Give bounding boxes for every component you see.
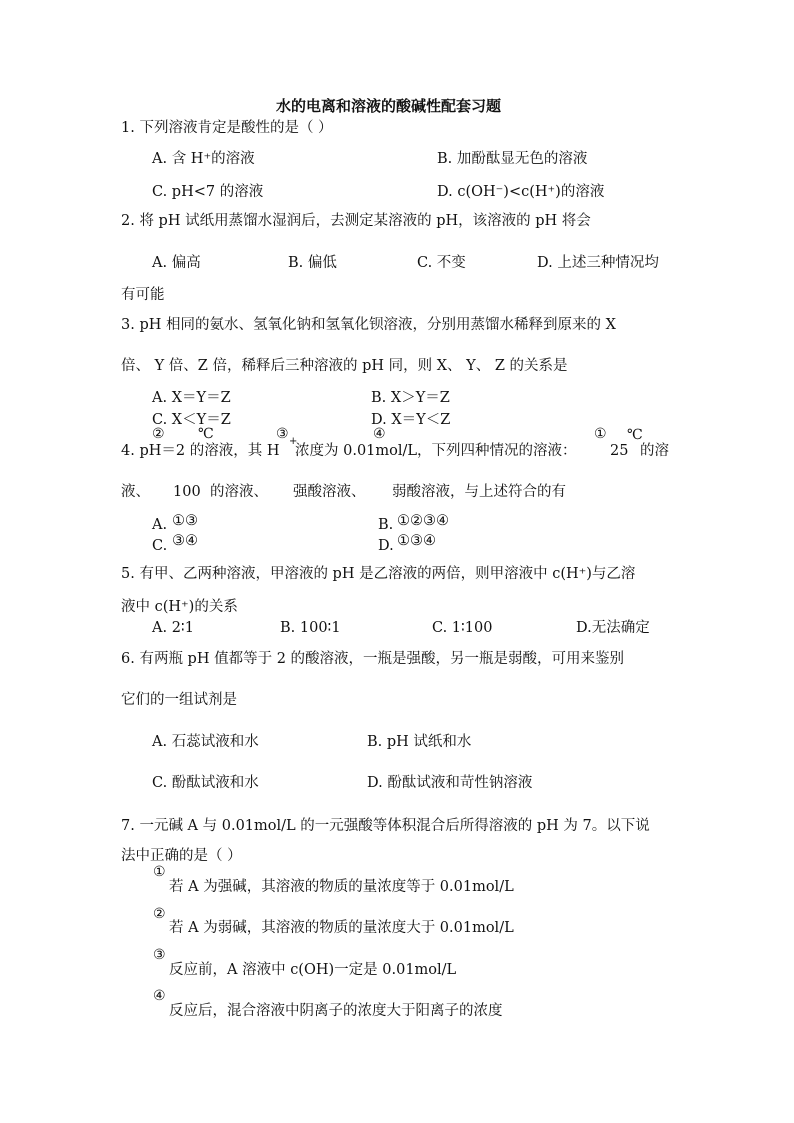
q4-marker-1: ①: [594, 426, 607, 442]
q4-unit-100: ℃: [198, 426, 214, 442]
q7-stem-line2: 法中正确的是（ ）: [121, 848, 242, 864]
q4-option-a: ①③: [172, 513, 198, 529]
q6-option-a: A. 石蕊试液和水: [152, 734, 259, 750]
q1-option-b: B. 加酚酞显无色的溶液: [437, 151, 588, 167]
q4-stem-part2: 浓度为 0.01mol/L，下列四种情况的溶液：: [295, 443, 577, 459]
q3-option-d: D. X＝Y＜Z: [371, 412, 451, 428]
q5-option-b: B. 100∶1: [280, 620, 341, 636]
q7-stem-line1: 7. 一元碱 A 与 0.01mol/L 的一元强酸等体积混合后所得溶液的 pH 为 7。以下说: [121, 818, 650, 834]
q4-option-c: ③④: [172, 533, 198, 549]
q3-option-a: A. X＝Y＝Z: [152, 390, 231, 406]
q4-temp-25: 25: [610, 443, 629, 459]
q7-option-2: 若 A 为弱碱，其溶液的物质的量浓度大于 0.01mol/L: [169, 920, 514, 936]
q7-option-1: 若 A 为强碱，其溶液的物质的量浓度等于 0.01mol/L: [169, 879, 514, 895]
q1-option-a: A. 含 H⁺的溶液: [152, 151, 255, 167]
q2-option-a: A. 偏高: [152, 255, 201, 271]
q4-stem-part5: 的溶液、: [210, 484, 268, 500]
q6-option-b: B. pH 试纸和水: [367, 734, 472, 750]
q3-option-c: C. X＜Y＝Z: [152, 412, 231, 428]
q4-stem-part6: 强酸溶液、: [293, 484, 366, 500]
q4-option-c-label: C.: [152, 538, 168, 554]
q7-marker-4: ④: [153, 988, 166, 1004]
q5-option-a: A. 2∶1: [152, 620, 194, 636]
q6-stem-line1: 6. 有两瓶 pH 值都等于 2 的酸溶液，一瓶是强酸，另一瓶是弱酸，可用来鉴别: [121, 651, 625, 667]
q2-option-b: B. 偏低: [288, 255, 337, 271]
q7-marker-3: ③: [153, 947, 166, 963]
q1-stem: 1. 下列溶液肯定是酸性的是（ ）: [121, 120, 333, 136]
q3-stem-line2: 倍、 Y 倍、Z 倍，稀释后三种溶液的 pH 同，则 X、 Y、 Z 的关系是: [121, 358, 568, 374]
q6-stem-line2: 它们的一组试剂是: [121, 692, 237, 708]
q4-marker-2: ②: [152, 426, 165, 442]
q4-marker-3: ③: [276, 426, 289, 442]
q2-continuation: 有可能: [121, 287, 165, 303]
q4-option-b: ①②③④: [397, 513, 449, 529]
q7-option-4: 反应后，混合溶液中阴离子的浓度大于阳离子的浓度: [169, 1003, 503, 1019]
q4-unit-25: ℃: [627, 427, 643, 443]
q4-option-a-label: A.: [152, 517, 168, 533]
q4-temp-100: 100: [173, 484, 201, 500]
q4-option-b-label: B.: [378, 517, 394, 533]
q4-marker-4: ④: [373, 426, 386, 442]
q1-option-d: D. c(OH⁻)<c(H⁺)的溶液: [437, 184, 605, 200]
q1-option-c: C. pH<7 的溶液: [152, 184, 264, 200]
q2-stem: 2. 将 pH 试纸用蒸馏水湿润后，去测定某溶液的 pH，该溶液的 pH 将会: [121, 213, 591, 229]
q5-stem-line2: 液中 c(H⁺)的关系: [121, 599, 238, 615]
q4-stem-part1: 4. pH＝2 的溶液，其 H: [121, 443, 280, 459]
q3-option-b: B. X＞Y＝Z: [371, 390, 450, 406]
q4-option-d-label: D.: [378, 538, 394, 554]
q5-option-c: C. 1∶100: [432, 620, 493, 636]
q4-stem-part7: 弱酸溶液，与上述符合的有: [392, 484, 566, 500]
q4-h-superscript: +: [289, 436, 298, 447]
q7-marker-1: ①: [153, 864, 166, 880]
q2-option-d: D. 上述三种情况均: [537, 255, 659, 271]
q4-stem-part4: 液、: [121, 484, 150, 500]
q7-option-3: 反应前，A 溶液中 c(OH)一定是 0.01mol/L: [169, 962, 457, 978]
q5-option-d: D.无法确定: [576, 620, 650, 636]
q2-option-c: C. 不变: [417, 255, 466, 271]
q6-option-c: C. 酚酞试液和水: [152, 775, 259, 791]
page-title: 水的电离和溶液的酸碱性配套习题: [276, 97, 502, 115]
q4-option-d: ①③④: [397, 533, 436, 549]
q7-marker-2: ②: [153, 906, 166, 922]
q6-option-d: D. 酚酞试液和苛性钠溶液: [367, 775, 533, 791]
q4-stem-part3: 的溶: [640, 443, 669, 459]
q5-stem-line1: 5. 有甲、乙两种溶液，甲溶液的 pH 是乙溶液的两倍，则甲溶液中 c(H⁺)与乙溶: [121, 566, 636, 582]
q3-stem-line1: 3. pH 相同的氨水、氢氧化钠和氢氧化钡溶液，分别用蒸馏水稀释到原来的 X: [121, 317, 616, 333]
